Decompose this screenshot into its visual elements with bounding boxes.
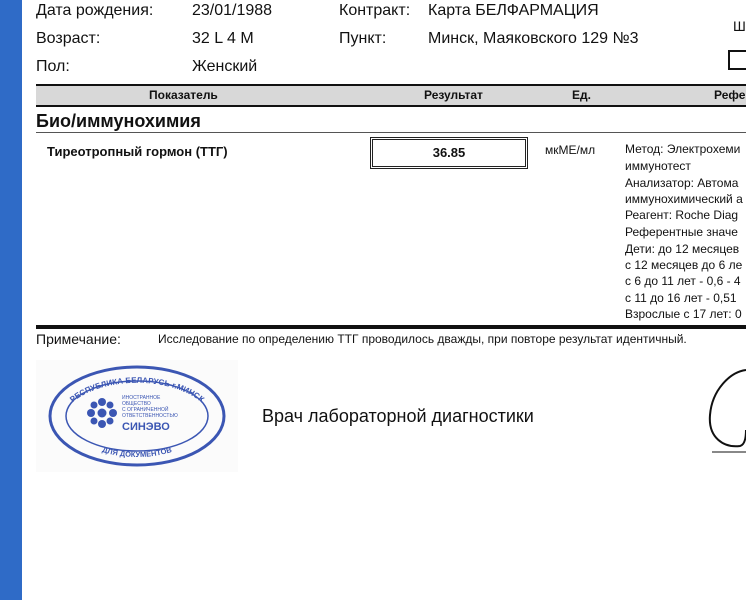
- stamp-area: [36, 360, 238, 472]
- barcode-box: [728, 50, 746, 70]
- stamp-inner-line: ИНОСТРАННОЕ: [122, 395, 161, 401]
- stamp-top-text: РЕСПУБЛИКА БЕЛАРУСЬ г.МИНСК: [68, 375, 206, 405]
- dob-value: 23/01/1988: [192, 2, 273, 19]
- left-blue-bar: [0, 0, 22, 600]
- stamp-name: СИНЭВО: [122, 421, 170, 433]
- test-name: Тиреотропный гормон (ТТГ): [47, 144, 228, 159]
- barcode-label-cut: Ш: [733, 18, 746, 34]
- result-value: 36.85: [432, 145, 466, 160]
- note-line: с 11 до 16 лет - 0,51: [625, 291, 737, 305]
- age-label: Возраст:: [36, 30, 101, 47]
- doctor-signature: [700, 360, 746, 460]
- note-line: Анализатор: Автома: [625, 176, 739, 190]
- point-label: Пункт:: [339, 30, 387, 47]
- contract-value: Карта БЕЛФАРМАЦИЯ: [428, 2, 599, 19]
- note-line: с 12 месяцев до 6 ле: [625, 258, 743, 272]
- doctor-title: Врач лабораторной диагностики: [262, 406, 534, 426]
- note-line: с 6 до 11 лет - 0,6 - 4: [625, 274, 741, 288]
- age-value: 32 L 4 M: [192, 30, 254, 47]
- synevo-stamp: [36, 360, 238, 472]
- point-value: Минск, Маяковского 129 №3: [428, 30, 639, 47]
- stamp-inner-line: С ОГРАНИЧЕННОЙ: [122, 407, 169, 413]
- note-line: Референтные значе: [625, 225, 738, 239]
- sex-value: Женский: [192, 58, 258, 75]
- stamp-inner-line: ОТВЕТСТВЕННОСТЬЮ: [122, 413, 178, 419]
- dob-label: Дата рождения:: [36, 2, 154, 19]
- stamp-bottom-text: ДЛЯ ДОКУМЕНТОВ: [101, 445, 173, 460]
- table-bottom-rule: [36, 325, 746, 329]
- header-unit: Ед.: [572, 88, 591, 102]
- note-line: Взрослые с 17 лет: 0: [625, 307, 742, 321]
- note-line: Метод: Электрохеми: [625, 142, 741, 156]
- note-text: Исследование по определению ТТГ проводилось дважды, при повторе результат идентичный.: [158, 332, 687, 346]
- contract-label: Контракт:: [339, 2, 411, 19]
- header-reference: Рефе: [714, 88, 746, 102]
- note-line: Дети: до 12 месяцев: [625, 242, 740, 256]
- header-result: Результат: [424, 88, 483, 102]
- section-divider: [36, 132, 746, 133]
- table-header: [36, 84, 746, 107]
- result-unit: мкМЕ/мл: [545, 143, 596, 157]
- result-box: [370, 137, 528, 169]
- note-line: Реагент: Roche Diag: [625, 208, 739, 222]
- section-title: Био/иммунохимия: [36, 111, 201, 131]
- stamp-inner-line: ОБЩЕСТВО: [122, 401, 151, 407]
- flower-emblem-icon: [87, 398, 117, 428]
- note-line: иммунохимический а: [625, 192, 743, 206]
- sex-label: Пол:: [36, 58, 70, 75]
- note-line: иммунотест: [625, 159, 691, 173]
- note-label: Примечание:: [36, 331, 121, 347]
- header-indicator: Показатель: [149, 88, 218, 102]
